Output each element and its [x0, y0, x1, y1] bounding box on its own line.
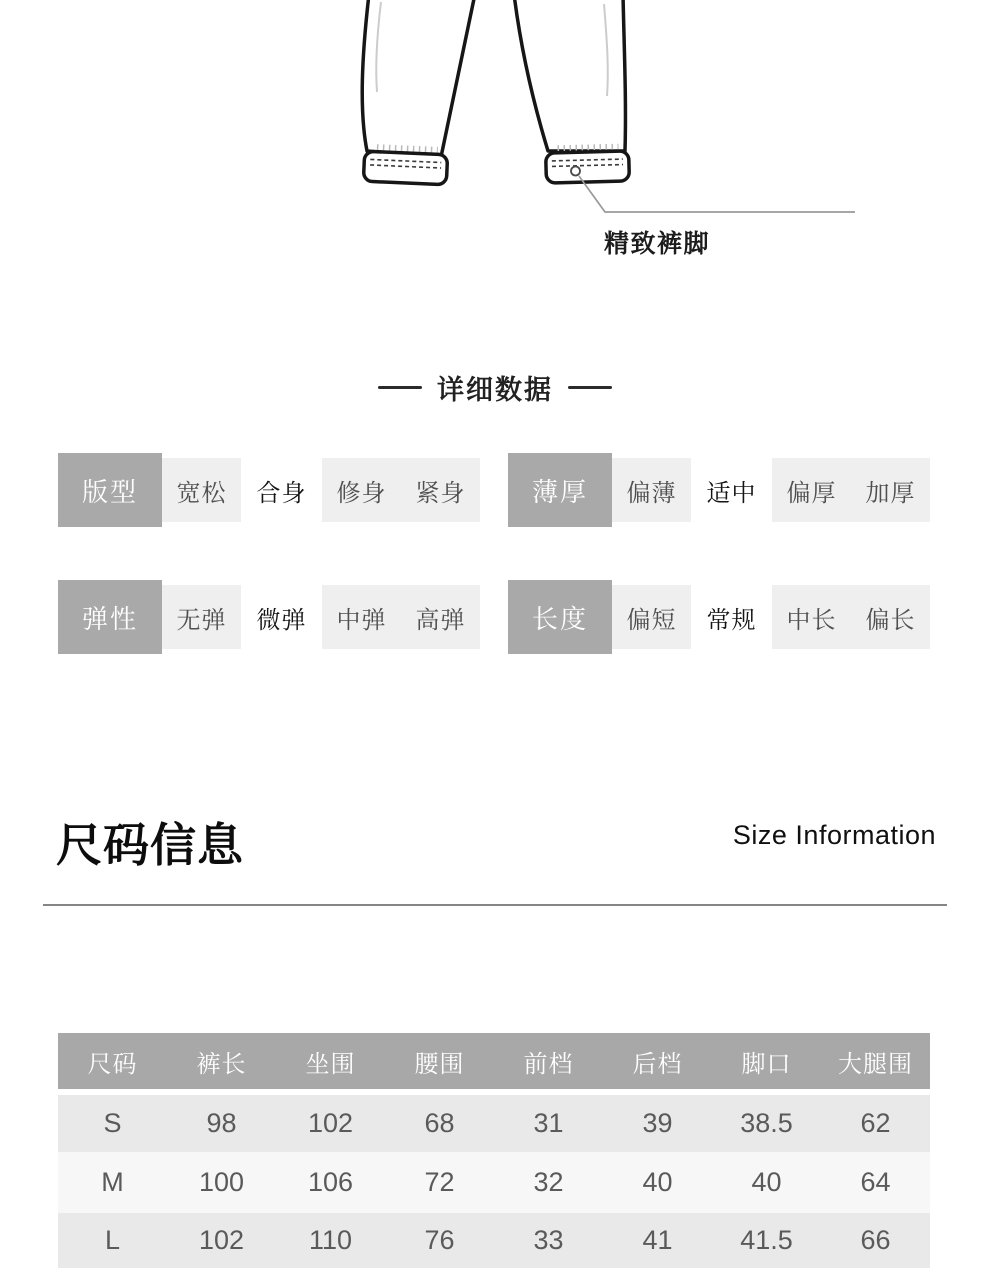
- attr-options-thickness: [612, 453, 930, 527]
- cell: 62: [860, 1108, 891, 1138]
- table-row-l: [58, 1213, 930, 1268]
- pants-right-cuff: [546, 148, 630, 183]
- cell: 102: [198, 1225, 245, 1255]
- attr-option: 偏长: [851, 585, 930, 649]
- attr-option-selected: 合身: [256, 479, 307, 507]
- cell: 41: [642, 1225, 673, 1255]
- cell: S: [103, 1108, 122, 1138]
- attr-option: 偏短: [612, 585, 691, 649]
- attr-option-selected: 常规: [706, 606, 757, 634]
- cell: 110: [308, 1225, 353, 1255]
- attr-option: 偏薄: [612, 458, 691, 522]
- pants-right-leg: [514, 0, 625, 151]
- cell: 40: [642, 1167, 673, 1197]
- cell: 102: [307, 1108, 354, 1138]
- col-header-leg-opening: 脚口: [741, 1050, 792, 1078]
- attr-options-length: [612, 580, 930, 654]
- pants-left-cuff: [363, 148, 447, 185]
- cell: 72: [424, 1167, 455, 1197]
- attr-options-elasticity: [162, 580, 480, 654]
- size-table: [58, 1033, 930, 1268]
- cell: 38.5: [740, 1108, 793, 1138]
- cell: L: [104, 1225, 121, 1255]
- col-header-front-rise: 前档: [523, 1050, 574, 1078]
- cell: 40: [751, 1167, 782, 1197]
- attr-option: 中长: [772, 585, 851, 649]
- col-header-waist: 腰围: [414, 1050, 465, 1078]
- attr-option: 中弹: [322, 585, 401, 649]
- attr-option: 高弹: [401, 585, 480, 649]
- header-dash-left: [378, 386, 422, 389]
- col-header-back-rise: 后档: [632, 1050, 683, 1078]
- cell: 31: [533, 1108, 564, 1138]
- attr-label-length: 长度: [508, 580, 612, 654]
- cell: 100: [198, 1167, 245, 1197]
- attr-option: 加厚: [851, 458, 930, 522]
- section-divider: [43, 904, 947, 906]
- col-header-size: 尺码: [87, 1050, 138, 1078]
- cell: 76: [424, 1225, 455, 1255]
- attr-label-fit: 版型: [58, 453, 162, 527]
- cuff-callout-label: 精致裤脚: [604, 230, 711, 258]
- cell: 98: [206, 1108, 237, 1138]
- cell: M: [101, 1167, 124, 1197]
- attr-label-elasticity: 弹性: [58, 580, 162, 654]
- attr-option: 宽松: [162, 458, 241, 522]
- details-title: 详细数据: [437, 375, 553, 405]
- cell: 33: [533, 1225, 564, 1255]
- callout-anchor-circle: [571, 167, 580, 176]
- size-table-header: [58, 1033, 930, 1089]
- cell: 66: [860, 1225, 891, 1255]
- cell: 64: [860, 1167, 891, 1197]
- cell: 41.5: [740, 1225, 793, 1255]
- size-section-subtitle: Size Information: [732, 820, 936, 850]
- attr-label-thickness: 薄厚: [508, 453, 612, 527]
- col-header-pant-length: 裤长: [196, 1050, 247, 1078]
- attr-option-selected: 微弹: [256, 606, 307, 634]
- attr-group-fit: [58, 453, 479, 527]
- attr-option: 修身: [322, 458, 401, 522]
- table-row-s: [58, 1095, 930, 1152]
- attr-option: 无弹: [162, 585, 241, 649]
- col-header-thigh: 大腿围: [838, 1050, 913, 1078]
- attr-group-elasticity: [58, 580, 479, 654]
- attr-option: 紧身: [401, 458, 480, 522]
- details-section-header: [0, 368, 990, 407]
- pants-illustration: [0, 0, 990, 270]
- size-section-title: 尺码信息: [56, 819, 244, 871]
- attr-group-length: [508, 580, 929, 654]
- cell: 39: [642, 1108, 673, 1138]
- attr-option-selected: 适中: [706, 479, 757, 507]
- cell: 68: [424, 1108, 455, 1138]
- table-row-m: [58, 1152, 930, 1213]
- attr-option: 偏厚: [772, 458, 851, 522]
- attr-group-thickness: [508, 453, 929, 527]
- cell: 32: [533, 1167, 564, 1197]
- col-header-hip: 坐围: [305, 1050, 356, 1078]
- attr-options-fit: [162, 453, 480, 527]
- cell: 106: [307, 1167, 354, 1197]
- header-dash-right: [568, 386, 612, 389]
